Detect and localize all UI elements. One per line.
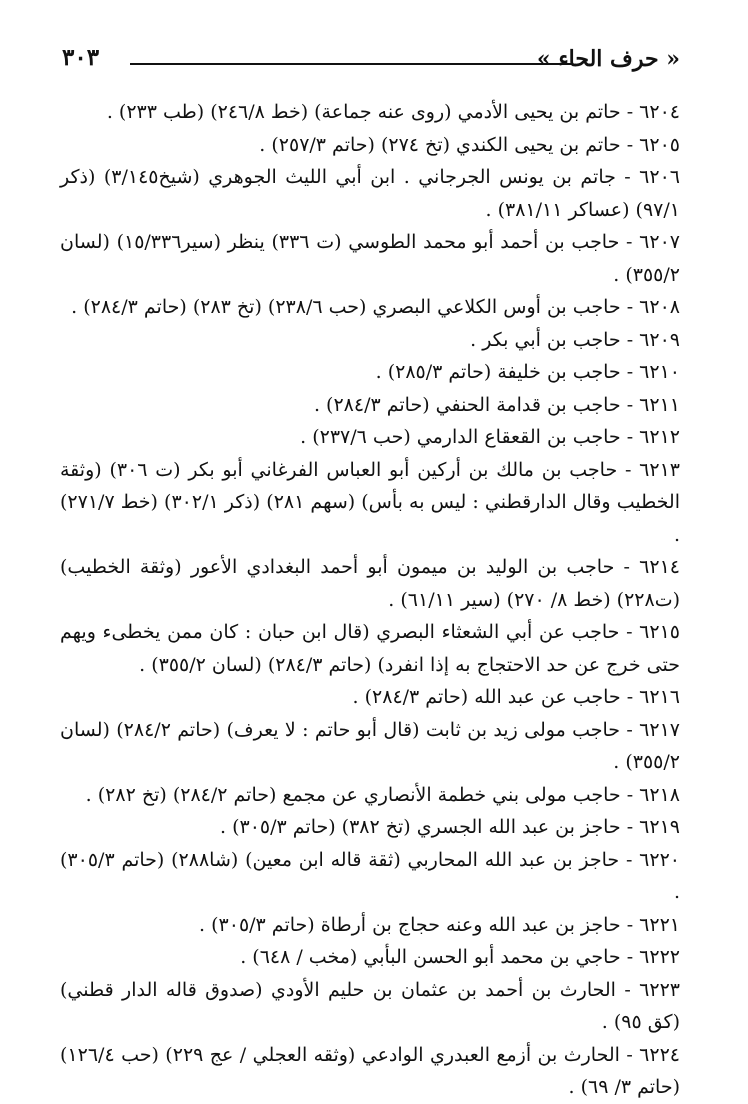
entry-6212: ٦٢١٢ - حاجب بن القعقاع الدارمي (حب ٢٣٧/٦) . bbox=[300, 426, 680, 448]
entry-list bbox=[60, 96, 680, 1104]
entry-6222: ٦٢٢٢ - حاجي بن محمد أبو الحسن البأبي (مخب / ٦٤٨) . bbox=[240, 946, 680, 968]
entry-6207: ٦٢٠٧ - حاجب بن أحمد أبو محمد الطوسي (ت ٣٣٦) ينظر (سير١٥/٣٣٦) (لسان ٣٥٥/٢) . bbox=[60, 231, 680, 286]
entry-6211: ٦٢١١ - حاجب بن قدامة الحنفي (حاتم ٢٨٤/٣) . bbox=[313, 393, 680, 416]
entry-6216: ٦٢١٦ - حاجب عن عبد الله (حاتم ٢٨٤/٣) . bbox=[352, 686, 680, 708]
entry-6218: ٦٢١٨ - حاجب مولى بني خطمة الأنصاري عن مجمع (حاتم ٢٨٤/٢) (تخ ٢٨٢) . bbox=[85, 783, 680, 806]
entry-6221: ٦٢٢١ - حاجز بن عبد الله وعنه حجاج بن أرطاة (حاتم ٣٠٥/٣) . bbox=[199, 913, 680, 936]
entry-6213: ٦٢١٣ - حاجب بن مالك بن أركين أبو العباس الفرغاني أبو بكر (ت ٣٠٦) (وثقة الخطيب وقال الدارقطني : ليس به بأس) (سهم ٢٨١) (ذكر ٣٠٢/١) (خط ٢٧١/٧) . bbox=[60, 458, 681, 546]
entry-6224: ٦٢٢٤ - الحارث بن أزمع العبدري الوادعي (وثقه العجلي / عج ٢٢٩) (حب ١٢٦/٤) (حاتم ٣/ ٦٩) . bbox=[60, 1043, 680, 1098]
entry-6210: ٦٢١٠ - حاجب بن خليفة (حاتم ٢٨٥/٣) . bbox=[375, 361, 680, 383]
header-rule bbox=[130, 63, 572, 65]
entry-6204: ٦٢٠٤ - حاتم بن يحيى الأدمي (روى عنه جماعة) (خط ٢٤٦/٨) (طب ٢٣٣) . bbox=[106, 101, 680, 123]
entry-6223: ٦٢٢٣ - الحارث بن أحمد بن عثمان بن حليم الأودي (صدوق قاله الدار قطني) (كق ٩٥) . bbox=[60, 978, 680, 1033]
page-header bbox=[62, 44, 680, 78]
running-title: « حرف الحاء » bbox=[536, 46, 680, 72]
entry-6214: ٦٢١٤ - حاجب بن الوليد بن ميمون أبو أحمد البغدادي الأعور (وثقة الخطيب) (ت٢٢٨) (خط ٨/ ٢٧٠) (سير ٦١/١١) . bbox=[60, 556, 680, 611]
entry-6217: ٦٢١٧ - حاجب مولى زيد بن ثابت (قال أبو حاتم : لا يعرف) (حاتم ٢٨٤/٢) (لسان ٣٥٥/٢) . bbox=[60, 718, 680, 773]
page-number: ٣٠٣ bbox=[62, 44, 100, 71]
entry-6209: ٦٢٠٩ - حاجب بن أبي بكر . bbox=[470, 328, 680, 351]
entry-6205: ٦٢٠٥ - حاتم بن يحيى الكندي (تخ ٢٧٤) (حاتم ٢٥٧/٣) . bbox=[259, 133, 680, 156]
entry-6208: ٦٢٠٨ - حاجب بن أوس الكلاعي البصري (حب ٢٣٨/٦) (تخ ٢٨٣) (حاتم ٢٨٤/٣) . bbox=[71, 296, 680, 318]
entry-6219: ٦٢١٩ - حاجز بن عبد الله الجسري (تخ ٣٨٢) (حاتم ٣٠٥/٣) . bbox=[219, 816, 680, 838]
entry-6220: ٦٢٢٠ - حاجز بن عبد الله المحاربي (ثقة قاله ابن معين) (شا٢٨٨) (حاتم ٣٠٥/٣) . bbox=[60, 848, 680, 903]
entry-6206: ٦٢٠٦ - جاتم بن يونس الجرجاني . ابن أبي الليث الجوهري (شيخ٣/١٤٥) (ذكر ٩٧/١) (عساكر ٣٨١/١١) . bbox=[60, 166, 680, 221]
entry-6215: ٦٢١٥ - حاجب عن أبي الشعثاء البصري (قال ابن حبان : كان ممن يخطىء ويهم حتى خرج عن حد الاحتجاج به إذا انفرد) (حاتم ٢٨٤/٣) (لسان ٣٥٥/٢) . bbox=[60, 621, 680, 676]
